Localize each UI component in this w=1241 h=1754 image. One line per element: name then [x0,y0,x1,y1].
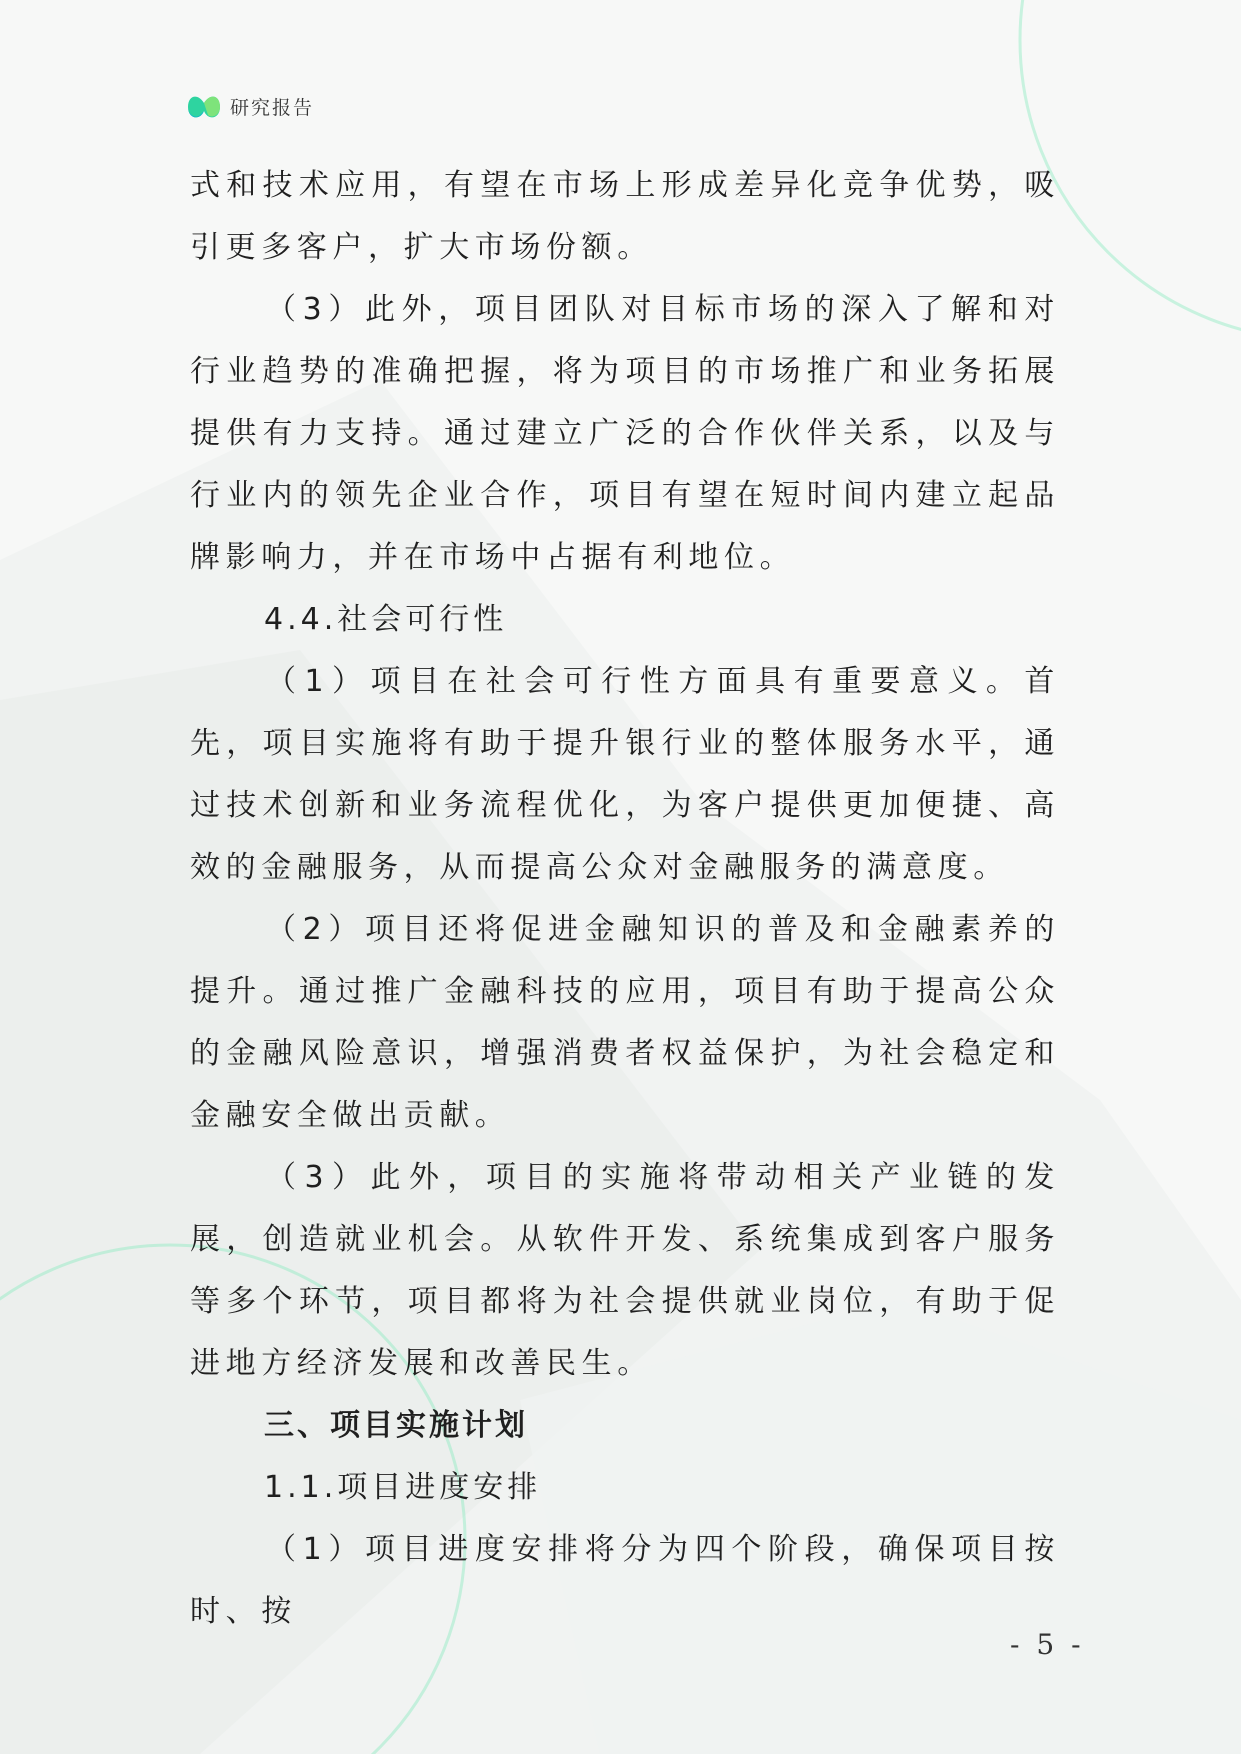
brand-logo-icon [186,89,222,123]
report-header [186,88,314,124]
subsection-heading-1-1: 1.1.项目进度安排 [264,1470,542,1505]
paragraph-social-1: （1）项目在社会可行性方面具有重要意义。首先，项目实施将有助于提升银行业的整体服务水平，通过技术创新和业务流程优化，为客户提供更加便捷、高效的金融服务，从而提高公众对金融服务的满意度。 [190,664,1060,885]
header-title: 研究报告 [230,96,315,119]
paragraph-market-3: （3）此外，项目团队对目标市场的深入了解和对行业趋势的准确把握，将为项目的市场推广和业务拓展提供有力支持。通过建立广泛的合作伙伴关系，以及与行业内的领先企业合作，项目有望在短时间内建立起品牌影响力，并在市场中占据有利地位。 [190,292,1060,575]
paragraph-schedule-1: （1）项目进度安排将分为四个阶段，确保项目按时、按 [190,1532,1060,1629]
chapter-heading: 三、项目实施计划 [264,1408,528,1443]
section-heading-4-4: 4.4.社会可行性 [264,602,508,637]
document-body [190,155,1060,1643]
paragraph-continuation: 式和技术应用，有望在市场上形成差异化竞争优势，吸引更多客户，扩大市场份额。 [190,168,1060,265]
paragraph-social-2: （2）项目还将促进金融知识的普及和金融素养的提升。通过推广金融科技的应用，项目有助于提高公众的金融风险意识，增强消费者权益保护，为社会稳定和金融安全做出贡献。 [190,912,1060,1133]
paragraph-social-3: （3）此外，项目的实施将带动相关产业链的发展，创造就业机会。从软件开发、系统集成到客户服务等多个环节，项目都将为社会提供就业岗位，有助于促进地方经济发展和改善民生。 [190,1160,1060,1381]
page-number: - 5 - [1010,1628,1085,1661]
